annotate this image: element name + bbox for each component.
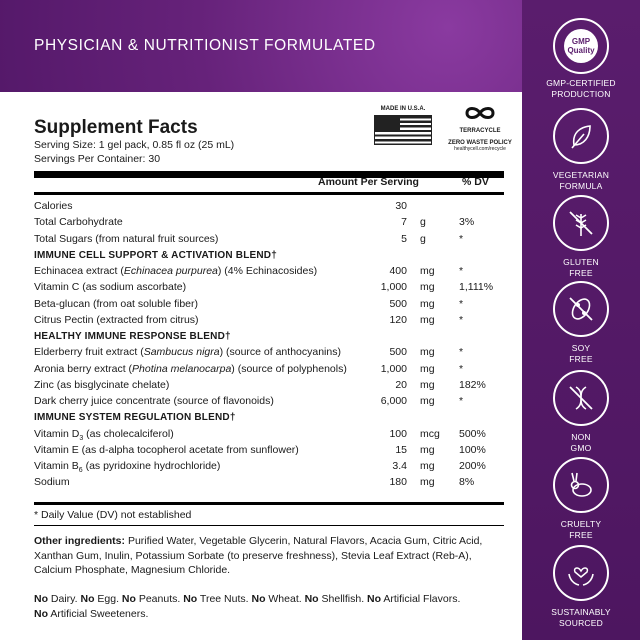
nutrient-name: Vitamin C (as sodium ascorbate) bbox=[34, 281, 187, 294]
made-in-label: MADE IN U.S.A. bbox=[380, 106, 426, 112]
nutrient-name: Elderberry fruit extract (Sambucus nigra) (source of anthocyanins) bbox=[34, 346, 341, 359]
nutrient-row bbox=[34, 394, 504, 409]
badge-non-gmo bbox=[522, 370, 640, 454]
badge-gmp bbox=[522, 18, 640, 100]
nutrient-row bbox=[34, 378, 504, 393]
nutrient-amount: 20 bbox=[395, 378, 407, 391]
nutrient-amount: 500 bbox=[389, 297, 407, 310]
nutrient-daily-value: 100% bbox=[459, 443, 486, 456]
section-label: HEALTHY IMMUNE RESPONSE BLEND† bbox=[34, 331, 231, 342]
nutrient-unit: mg bbox=[420, 313, 435, 326]
blend-section-heading bbox=[34, 329, 504, 344]
nutrient-amount: 1,000 bbox=[380, 281, 407, 294]
nutrient-row bbox=[34, 264, 504, 279]
column-dv: % DV bbox=[462, 176, 489, 188]
nutrient-daily-value: * bbox=[459, 232, 464, 245]
nutrient-daily-value: * bbox=[459, 395, 464, 407]
panel-title: Supplement Facts bbox=[34, 117, 198, 138]
badge-label: GLUTEN FREE bbox=[563, 257, 599, 278]
nutrient-unit: mg bbox=[420, 297, 435, 310]
nutrient-daily-value: 3% bbox=[459, 216, 475, 229]
nutrient-unit: mg bbox=[420, 476, 435, 489]
nutrient-daily-value: * bbox=[459, 265, 464, 277]
badge-sustainably-sourced bbox=[522, 545, 640, 629]
nutrient-unit: mg bbox=[420, 281, 435, 294]
nutrient-amount: 6,000 bbox=[380, 395, 407, 407]
other-ingredients bbox=[34, 534, 504, 578]
nutrient-name: Zinc (as bisglycinate chelate) bbox=[34, 378, 170, 391]
badge-cruelty-free bbox=[522, 457, 640, 541]
terracycle-mark bbox=[440, 104, 520, 152]
nutrient-row bbox=[34, 459, 504, 474]
thick-rule-top bbox=[34, 171, 504, 178]
nutrient-row bbox=[34, 232, 504, 247]
nutrient-unit: mg bbox=[420, 362, 435, 375]
nutrient-amount: 5 bbox=[401, 232, 407, 245]
wheat-crossed-icon bbox=[564, 206, 598, 240]
nutrient-row bbox=[34, 427, 504, 442]
blend-section-heading bbox=[34, 410, 504, 425]
badge-label: GMP-CERTIFIED PRODUCTION bbox=[546, 78, 616, 99]
nutrient-daily-value: * bbox=[459, 346, 464, 359]
nutrient-name: Aronia berry extract (Photina melanocarpa) (source of polyphenols) bbox=[34, 362, 347, 375]
badge-soy-free bbox=[522, 281, 640, 365]
leaf-icon bbox=[564, 119, 598, 153]
nutrient-name: Citrus Pectin (extracted from citrus) bbox=[34, 313, 199, 326]
badge-label: SUSTAINABLY SOURCED bbox=[551, 607, 611, 628]
made-in-usa-mark bbox=[372, 106, 434, 145]
nutrient-row bbox=[34, 313, 504, 328]
hands-heart-icon bbox=[564, 556, 598, 590]
free-from-statement: No Dairy. No Egg. No Peanuts. No Tree Nuts. No Wheat. No Shellfish. No Artificial Flavors. No Artificial Sweeteners. bbox=[34, 593, 461, 620]
badge-label: SOY FREE bbox=[569, 343, 593, 364]
serving-size: Serving Size: 1 gel pack, 0.85 fl oz (25 mL) bbox=[34, 139, 235, 151]
badge-label: NON GMO bbox=[570, 432, 592, 453]
badge-gluten-free bbox=[522, 195, 640, 279]
nutrient-unit: mcg bbox=[420, 427, 440, 440]
dna-crossed-icon bbox=[564, 381, 598, 415]
servings-per-container: Servings Per Container: 30 bbox=[34, 153, 161, 165]
rule-below-header bbox=[34, 192, 504, 195]
nutrient-amount: 100 bbox=[389, 427, 407, 440]
nutrient-daily-value: 200% bbox=[459, 460, 486, 472]
section-label: IMMUNE SYSTEM REGULATION BLEND† bbox=[34, 412, 236, 424]
supplement-facts-panel bbox=[0, 92, 522, 640]
nutrient-name: Calories bbox=[34, 200, 73, 212]
nutrient-amount: 30 bbox=[395, 200, 407, 212]
nutrient-name: Vitamin E (as d-alpha tocopherol acetate from sunflower) bbox=[34, 443, 299, 456]
badge-label: VEGETARIAN FORMULA bbox=[552, 170, 610, 191]
badge-sidebar bbox=[522, 0, 640, 640]
nutrient-row bbox=[34, 280, 504, 295]
gmp-seal-text: GMP Quality bbox=[567, 37, 595, 55]
nutrient-unit: mg bbox=[420, 378, 435, 391]
terracycle-label: TERRACYCLE bbox=[459, 128, 501, 134]
other-ingredients-label: Other ingredients: bbox=[34, 535, 126, 547]
us-flag-icon bbox=[374, 115, 432, 145]
nutrient-unit: mg bbox=[420, 395, 435, 407]
terracycle-infinity-icon bbox=[463, 104, 497, 122]
nutrient-unit: mg bbox=[420, 265, 435, 277]
nutrient-row bbox=[34, 443, 504, 458]
nutrient-amount: 120 bbox=[389, 313, 407, 326]
blend-section-heading bbox=[34, 248, 504, 263]
nutrient-name: Echinacea extract (Echinacea purpurea) (4% Echinacosides) bbox=[34, 265, 318, 277]
nutrient-row bbox=[34, 362, 504, 377]
nutrient-name: Total Sugars (from natural fruit sources) bbox=[34, 232, 219, 245]
nutrient-name: Beta-glucan (from oat soluble fiber) bbox=[34, 297, 198, 310]
nutrient-row bbox=[34, 297, 504, 312]
gmp-seal-icon bbox=[553, 18, 609, 74]
recycle-url: healthycell.com/recycle bbox=[454, 146, 506, 152]
nutrient-row bbox=[34, 215, 504, 230]
nutrient-unit: mg bbox=[420, 443, 435, 456]
nutrient-unit: mg bbox=[420, 346, 435, 359]
daily-value-note: * Daily Value (DV) not established bbox=[34, 509, 192, 521]
thick-rule-bottom bbox=[34, 502, 504, 505]
nutrient-daily-value: 500% bbox=[459, 427, 486, 440]
nutrient-amount: 400 bbox=[389, 265, 407, 277]
soybean-crossed-icon bbox=[564, 292, 598, 326]
nutrient-daily-value: * bbox=[459, 297, 464, 310]
nutrient-name: Vitamin $D_3$ (as cholecalciferol) bbox=[34, 427, 174, 442]
nutrient-unit: g bbox=[420, 216, 426, 229]
other-ingredients-text: Purified Water, Vegetable Glycerin, Natural Flavors, Acacia Gum, Citric Acid, Xanthan Gum, Inulin, Potassium Sorbate (to preserve freshness), Stevia Leaf Extract (Reb-A), Calcium Phosphate, Magnesium Chloride. bbox=[34, 535, 483, 576]
header-title: PHYSICIAN & NUTRITIONIST FORMULATED bbox=[34, 37, 376, 54]
nutrient-row bbox=[34, 345, 504, 360]
nutrient-name: Sodium bbox=[34, 476, 70, 489]
rabbit-icon bbox=[564, 468, 598, 502]
nutrient-name: Total Carbohydrate bbox=[34, 216, 123, 229]
thin-rule bbox=[34, 525, 504, 526]
zero-waste-label: ZERO WASTE POLICY bbox=[448, 140, 512, 146]
nutrient-row bbox=[34, 199, 504, 214]
nutrient-daily-value: * bbox=[459, 313, 464, 326]
nutrient-daily-value: 1,111% bbox=[459, 281, 494, 294]
column-amount: Amount Per Serving bbox=[318, 176, 419, 188]
nutrient-amount: 180 bbox=[389, 476, 407, 489]
nutrient-daily-value: 8% bbox=[459, 476, 475, 489]
badge-label: CRUELTY FREE bbox=[560, 519, 602, 540]
nutrient-daily-value: 182% bbox=[459, 378, 486, 391]
nutrient-unit: g bbox=[420, 232, 426, 245]
nutrient-daily-value: * bbox=[459, 362, 464, 375]
badge-vegetarian bbox=[522, 108, 640, 192]
nutrient-amount: 1,000 bbox=[380, 362, 407, 375]
section-label: IMMUNE CELL SUPPORT & ACTIVATION BLEND† bbox=[34, 249, 277, 261]
nutrient-amount: 7 bbox=[401, 216, 407, 229]
nutrient-name: Dark cherry juice concentrate (source of flavonoids) bbox=[34, 395, 274, 407]
nutrient-name: Vitamin $B_6$ (as pyridoxine hydrochloride) bbox=[34, 460, 221, 475]
nutrient-row bbox=[34, 475, 504, 490]
nutrient-unit: mg bbox=[420, 460, 435, 472]
nutrient-amount: 3.4 bbox=[392, 460, 407, 472]
nutrient-amount: 15 bbox=[395, 443, 407, 456]
nutrient-amount: 500 bbox=[389, 346, 407, 359]
